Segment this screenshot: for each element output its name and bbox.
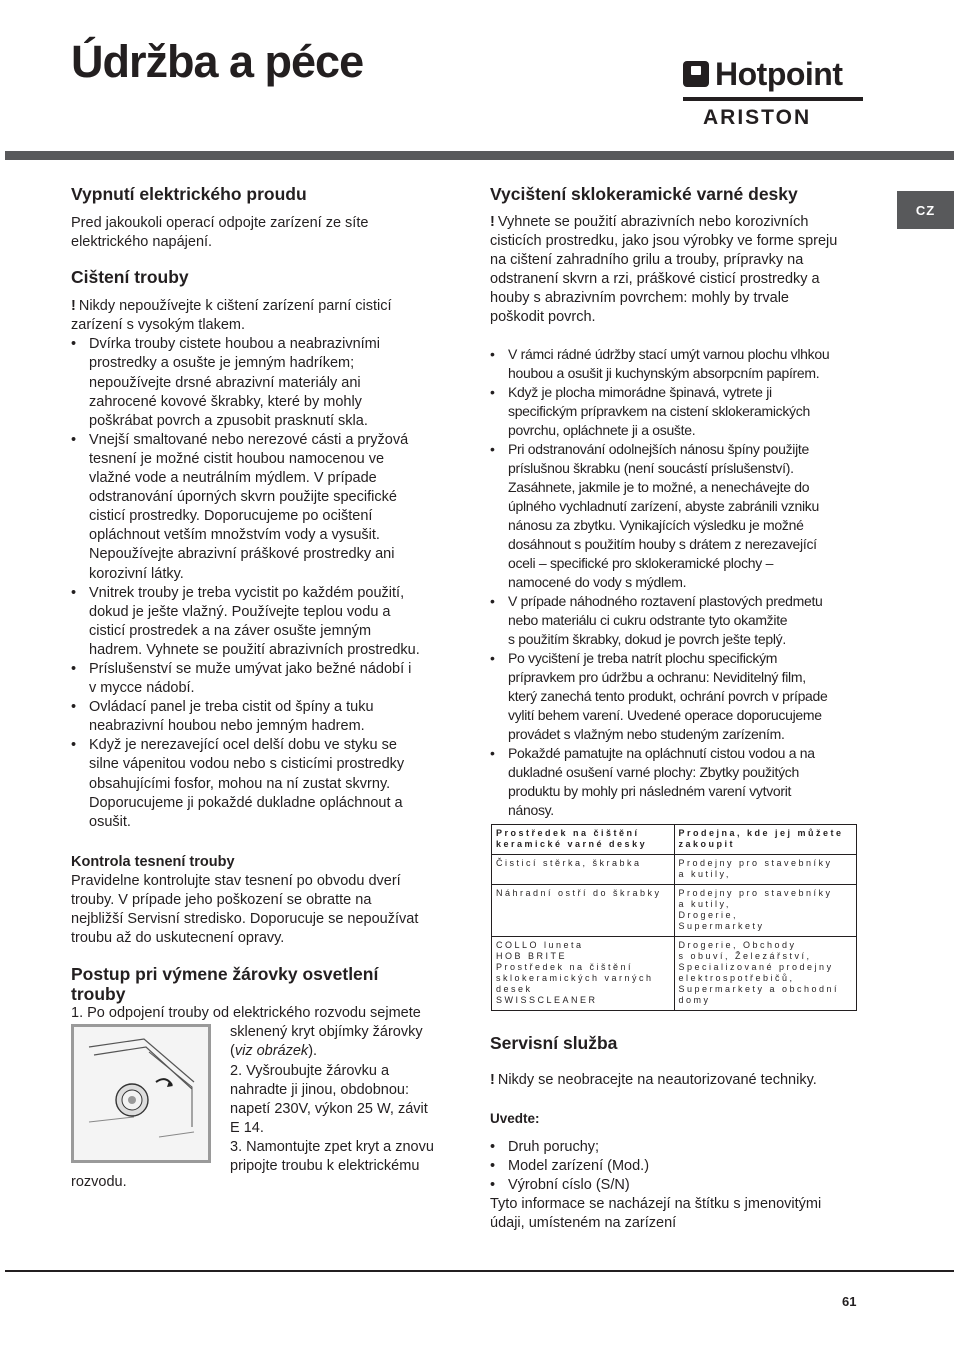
list-item xyxy=(71,660,451,698)
text-line: oceli – specifické pro sklokeramické plochy – xyxy=(508,554,774,571)
table-cell xyxy=(492,936,675,1010)
right-column xyxy=(490,183,862,1233)
list-item xyxy=(490,744,862,820)
text-line: dukladné osušení varné plochy: Zbytky použitých xyxy=(508,763,799,780)
text-fragment: ( xyxy=(230,1043,235,1060)
text-line: Príslušenství se muže umývat jako bežné nádobí i xyxy=(89,660,412,677)
table-row xyxy=(492,884,857,936)
text-line: v mycce nádobí. xyxy=(89,680,195,697)
text-line: Vnejší smaltované nebo nerezové cásti a pryžová xyxy=(89,431,409,448)
left-column xyxy=(71,183,451,1191)
language-tab: CZ xyxy=(897,191,954,229)
seal-check-text xyxy=(71,872,451,948)
lamp-illustration xyxy=(74,1027,208,1160)
text-line: V rámci rádné údržby stací umýt varnou plochu vlhkou xyxy=(508,345,830,362)
text-line: obsahujícími fosfor, mohou na ní zustat skvrny. xyxy=(89,775,391,792)
text-line: neabrazivní houbou nebo jemným hadrem. xyxy=(89,718,365,735)
cell-line: sklokeramických varných xyxy=(496,972,654,983)
bulb-steps-text xyxy=(230,1023,452,1176)
oven-cleaning-warning xyxy=(71,297,451,335)
cell-line: a kutily, xyxy=(678,898,731,909)
service-subheading: Uvedte: xyxy=(490,1110,540,1126)
table-header-row xyxy=(492,824,857,854)
ceramic-hob-warning xyxy=(490,213,862,328)
list-item xyxy=(71,736,451,831)
table-header-cell xyxy=(492,824,675,854)
text-line: údaji, umísteném na zarízení xyxy=(490,1215,677,1232)
text-line: napetí 230V, výkon 25 W, závit xyxy=(230,1100,428,1117)
text-line: cisticích prostredku, jako jsou výrobky ve forme spreju xyxy=(490,233,838,250)
table-cell xyxy=(492,884,675,936)
text-line: nánosu za zbytku. Vynikajících výsledku je možné xyxy=(508,516,804,533)
list-item: • Model zarízení (Mod.) xyxy=(490,1157,862,1176)
table-cell xyxy=(674,884,857,936)
table-cell xyxy=(674,936,857,1010)
text-line: poškodit povrch. xyxy=(490,309,596,326)
text-line: vylití behem varení. Uvedené operace doporucujeme xyxy=(508,706,822,723)
table-row xyxy=(492,936,857,1010)
cell-line: Prostředek na čištění xyxy=(496,827,640,838)
bulb-tail-text: rozvodu. xyxy=(71,1174,127,1191)
cell-line: Čisticí stěrka, škrabka xyxy=(496,857,642,868)
list-item xyxy=(71,584,451,660)
logo-sub: ARISTON xyxy=(703,106,812,129)
text-line: Zasáhnete, jakmile je to možné, a nenechávejte do xyxy=(508,478,810,495)
text-line: Po vycištení je treba natrít plochu specifickým xyxy=(508,649,778,666)
text-line: Nikdy nepoužívejte k cištení zarízení parní cisticí xyxy=(78,298,392,315)
cell-line: a kutily, xyxy=(678,868,731,879)
text-line: tesnení je možné cistit houbou namocenou ve xyxy=(89,450,385,467)
list-item xyxy=(490,440,862,592)
list-item xyxy=(490,592,862,649)
text-line: nejbližší Servisní stredisko. Doporucuje se nepoužívat xyxy=(71,911,419,928)
list-item xyxy=(71,335,451,430)
list-item xyxy=(71,698,451,736)
text-line: produktu by mohly pri následném varení vytvorit xyxy=(508,782,792,799)
text-line: provádet s vlažným nebo studeným zarízením. xyxy=(508,725,785,742)
list-item xyxy=(490,383,862,440)
text-line: Ovládací panel je treba cistit od špíny a tuku xyxy=(89,699,374,716)
ceramic-hob-list xyxy=(490,345,862,820)
text-line: sklenený kryt objímky žárovky xyxy=(230,1024,423,1041)
text-line: Doporucujeme ji pokaždé dukladne opláchnout a xyxy=(89,794,403,811)
cell-line: Prodejny pro stavebníky xyxy=(678,857,833,868)
cell-line: HOB BRITE xyxy=(496,950,568,961)
cell-line: COLLO luneta xyxy=(496,939,584,950)
table-cell xyxy=(492,854,675,884)
text-line: Když je plocha mimorádne špinavá, vytrete ji xyxy=(508,383,772,400)
text-line: Pokaždé pamatujte na opláchnutí cistou vodou a na xyxy=(508,744,815,761)
service-warning xyxy=(490,1071,862,1090)
cell-line: Drogerie, Obchody xyxy=(678,939,797,950)
brand-logo xyxy=(683,56,863,128)
text-line: nepoužívejte drsné abrazivní materiály ani xyxy=(89,374,361,391)
text-line: dosáhnout s použitím houby s drátem z nerezavející xyxy=(508,535,817,552)
text-line: 2. Vyšroubujte žárovku a xyxy=(230,1062,390,1079)
text-line: elektrického napájení. xyxy=(71,234,213,251)
text-line: odstranování úporných skvrn použijte specifické xyxy=(89,489,397,506)
cell-line: Prostředek na čištění xyxy=(496,961,634,972)
text-line: s použitím škrabky, dokud je povrch ješte teplý. xyxy=(508,630,786,647)
section-heading-seal-check: Kontrola tesnení trouby xyxy=(71,853,235,870)
cell-line: Supermarkety xyxy=(678,920,765,931)
list-item: • Druh poruchy; xyxy=(490,1138,862,1157)
hotpoint-logo-icon xyxy=(683,61,709,87)
text-line: cisticí prostredek a na záver osušte jemným xyxy=(89,622,372,639)
table-cell xyxy=(674,854,857,884)
text-line: na cištení zahradního grilu a trouby, prípravky na xyxy=(490,252,804,269)
text-line: poškrábat povrch a zpusobit prasknutí skla. xyxy=(89,412,368,429)
text-line: Pravidelne kontrolujte stav tesnení po obvodu dverí xyxy=(71,872,401,889)
text-line: který zanechá tento produkt, ochrání povrch v prípade xyxy=(508,687,828,704)
text-line: povrchu, opláchnete ji a osušte. xyxy=(508,421,696,438)
cleaning-products-table xyxy=(491,824,857,1011)
text-line: Vnitrek trouby je treba vycistit po každém použití, xyxy=(89,584,405,601)
text-line: hadrem. Vyhnete se použití abrazivních prostredku. xyxy=(89,641,420,658)
section-heading-oven-cleaning: Cištení trouby xyxy=(71,267,189,288)
cell-line: Náhradní ostří do škrabky xyxy=(496,887,662,898)
text-line: opláchnout vetším množstvím vody a vysušit. xyxy=(89,527,380,544)
table-header-cell xyxy=(674,824,857,854)
list-item xyxy=(490,649,862,744)
cell-line: keramické varné desky xyxy=(496,838,648,849)
heading-line: trouby xyxy=(71,984,126,1005)
cell-line: desek xyxy=(496,983,533,994)
page-title: Údržba a péce xyxy=(71,36,364,87)
header-rule xyxy=(5,151,954,160)
text-line: Tyto informace se nacházejí na štítku s jmenovitými xyxy=(490,1196,822,1213)
text-line: Dvírka trouby cistete houbou a neabrazivními xyxy=(89,336,380,353)
text-line: dokud je ješte vlažný. Používejte teplou vodu a xyxy=(89,603,391,620)
heading-line: Postup pri výmene žárovky osvetlení xyxy=(71,964,379,985)
text-fragment: ). xyxy=(308,1043,318,1060)
text-line: vlažné vode a neutrálním mýdlem. V prípade xyxy=(89,470,377,487)
warning-mark: ! xyxy=(490,1071,495,1088)
lamp-figure xyxy=(71,1024,211,1163)
table-row xyxy=(492,854,857,884)
section-heading-service: Servisní služba xyxy=(490,1032,618,1053)
bulb-step-1: 1. Po odpojení trouby od elektrického rozvodu sejmete xyxy=(71,1005,421,1022)
text-line: odstranení skvrn a rzi, práškové cisticí prostredky a xyxy=(490,271,820,288)
cell-line: Prodejna, kde jej můžete xyxy=(678,827,844,838)
text-line: Když je nerezavející ocel delší dobu ve styku se xyxy=(89,737,397,754)
cell-line: Prodejny pro stavebníky xyxy=(678,887,833,898)
text-line: Nepoužívejte abrazivní práškové prostredky ani xyxy=(89,546,395,563)
service-text xyxy=(490,1195,862,1233)
text-line: E 14. xyxy=(230,1119,264,1136)
oven-cleaning-list xyxy=(71,335,451,831)
cell-line: zakoupit xyxy=(678,838,736,849)
list-item: • Výrobní císlo (S/N) xyxy=(490,1176,862,1195)
text-line: osušit. xyxy=(89,813,131,830)
text-line: cisticí prostredky. Doporucujeme po ocištení xyxy=(89,508,373,525)
text-line: specifickým prípravkem na cistení sklokeramických xyxy=(508,402,810,419)
text-line: silne vápenitou vodou nebo s cisticími prostredky xyxy=(89,756,405,773)
text-line: príslušnou škrabku (není soucástí príslušenství). xyxy=(508,459,794,476)
cell-line: Specializované prodejny xyxy=(678,961,834,972)
text-line: Vyhnete se použití abrazivních nebo korozivních xyxy=(497,214,809,230)
text-line: zahrocené kovové škrabky, které by mohly xyxy=(89,393,362,410)
text-line: trouby. V prípade jeho poškození se obratte na xyxy=(71,892,372,908)
cell-line: s obuví, Železářství, xyxy=(678,950,812,961)
text-line: troubu až do uskutecnení opravy. xyxy=(71,930,285,947)
text-line: houby s abrazivním povrchem: mohly by trvale xyxy=(490,290,789,307)
text-line: 3. Namontujte zpet kryt a znovu xyxy=(230,1138,434,1155)
warning-mark: ! xyxy=(71,298,76,315)
cell-line: SWISSCLEANER xyxy=(496,994,598,1005)
text-line: nebo materiálu ci cukru odstrante tyto okamžite xyxy=(508,611,788,628)
page-number: 61 xyxy=(842,1294,857,1309)
text-line: Pri odstranování odolnejších nánosu špíny použijte xyxy=(508,440,809,457)
text-line: prípravkem pro údržbu a ochranu: Neviditelný film, xyxy=(508,668,806,685)
text-line: V prípade náhodného roztavení plastových predmetu xyxy=(508,592,823,609)
cell-line: Drogerie, xyxy=(678,909,739,920)
list-item xyxy=(490,345,862,383)
footer-rule xyxy=(5,1270,954,1272)
section-heading-bulb-replacement xyxy=(71,964,451,1004)
text-line: houbou a osušit ji kuchynským absorpcním papírem. xyxy=(508,364,820,381)
logo-brand: Hotpoint xyxy=(715,55,843,92)
text-line: Nikdy se neobracejte na neautorizované techniky. xyxy=(497,1071,817,1088)
cell-line: domy xyxy=(678,994,711,1005)
text-line: nánosy. xyxy=(508,801,554,818)
text-line: nahradte ji jinou, obdobnou: xyxy=(230,1081,409,1098)
text-line: pripojte troubu k elektrickému xyxy=(230,1158,420,1175)
bulb-figure-block xyxy=(71,1023,451,1191)
text-line: Pred jakoukoli operací odpojte zarízení ze síte xyxy=(71,215,369,231)
section-heading-ceramic-hob: Vycištení sklokeramické varné desky xyxy=(490,184,798,204)
text-line: úplného vychladnutí zarízení, abyste zabránili vzniku xyxy=(508,497,819,514)
cell-line: Supermarkety a obchodní xyxy=(678,983,840,994)
text-line: korozivní látky. xyxy=(89,565,184,582)
text-line: prostredky a osušte je jemným hadríkem; xyxy=(89,355,355,372)
cell-line: elektrospotřebičů, xyxy=(678,972,795,983)
list-item xyxy=(71,431,451,584)
text-line: zarízení s vysokým tlakem. xyxy=(71,317,246,334)
section-heading-power-off: Vypnutí elektrického proudu xyxy=(71,184,307,204)
power-off-text xyxy=(71,214,451,252)
service-info-list xyxy=(490,1138,862,1195)
logo-divider xyxy=(683,97,863,101)
text-line: namocené do vody s mýdlem. xyxy=(508,573,687,590)
figure-reference: viz obrázek xyxy=(234,1043,309,1060)
warning-mark: ! xyxy=(490,214,495,230)
